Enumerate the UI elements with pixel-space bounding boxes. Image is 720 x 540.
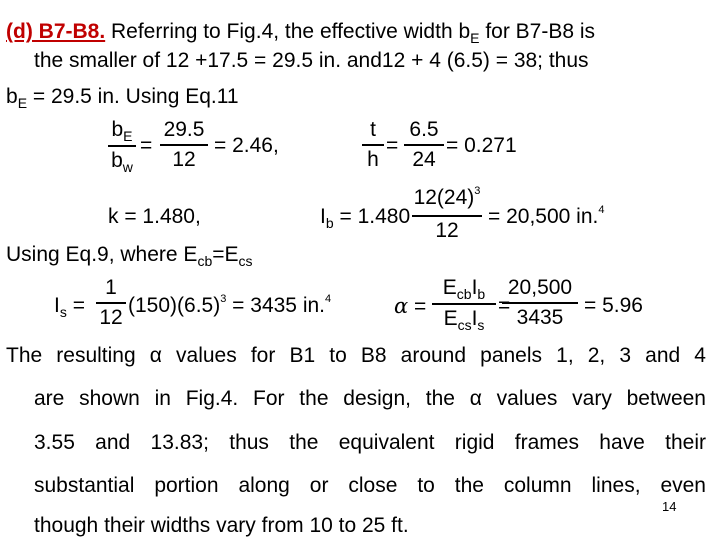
eq2-fraction-numeric: [404, 118, 444, 172]
eq5-num: 1: [105, 276, 117, 299]
eq6-fraction-symbolic: [432, 276, 496, 332]
eq2-fraction-symbolic: [362, 118, 384, 172]
eq1-result: = 2.46,: [214, 134, 279, 157]
eq4-num: 12(24): [413, 186, 475, 209]
eq4-result-sup: 4: [598, 204, 605, 216]
eq5-lhs-sub: s: [59, 304, 67, 320]
eq1-den-val: 12: [172, 148, 196, 171]
eq6-num-e-sub: cb: [456, 286, 472, 302]
eq6-den-val: 3435: [516, 306, 564, 329]
eq5-body-text: (150)(6.5): [128, 294, 221, 317]
eq3-k: k = 1.480,: [108, 205, 201, 228]
page-number: 14: [662, 499, 677, 514]
eq1-den-top-sub: w: [122, 159, 133, 175]
para1-text-a: Referring to Fig.4, the effective width b: [105, 20, 471, 43]
eq9-sub1: cb: [197, 253, 213, 269]
eq4-lhs: [320, 205, 410, 230]
eq5-body: [128, 294, 331, 321]
eq5-body-sup: 3: [220, 293, 227, 305]
eq6-den-e: E: [443, 307, 458, 330]
eq1-den-top: b: [111, 149, 123, 172]
paragraph-2-line-3: 3.55 and 13.83; thus the equivalent rigid frames have their: [34, 431, 706, 454]
eq9-intro-line: [6, 243, 253, 268]
eq6-num-val: 20,500: [507, 276, 573, 299]
paragraph-2-line-2: are shown in Fig.4. For the design, the α values vary between: [34, 387, 706, 410]
para1-sub-a: E: [470, 30, 480, 46]
eq6-eq2: =: [498, 294, 511, 317]
paragraph-2-line-5: though their widths vary from 10 to 25 ft.: [34, 514, 409, 537]
para1-c-pre: b: [6, 85, 18, 108]
eq4-num-sup: 3: [474, 185, 481, 197]
eq9-pre: Using Eq.9, where E: [6, 243, 198, 266]
eq4-mid: = 1.480: [339, 205, 411, 228]
eq1-num-val: 29.5: [163, 118, 205, 141]
paragraph-2-line-1: The resulting α values for B1 to B8 around panels 1, 2, 3 and 4: [6, 344, 706, 367]
para1-c-post: = 29.5 in. Using Eq.11: [27, 85, 239, 108]
eq5-lhs: [54, 294, 85, 319]
eq6-den-i: I: [471, 307, 478, 330]
eq6-num-e: E: [442, 276, 457, 299]
eq6-alpha: α: [394, 294, 409, 318]
eq9-mid: =E: [212, 243, 239, 266]
eq2-den-top: h: [367, 148, 379, 171]
eq6-result: = 5.96: [584, 294, 643, 317]
eq1-num-top: b: [111, 118, 124, 141]
eq5-lhs-symbol: I: [54, 294, 60, 317]
eq6-num-i: I: [471, 276, 478, 299]
eq2-den-val: 24: [412, 148, 436, 171]
eq2-num-val: 6.5: [409, 118, 439, 141]
eq6-eq: =: [414, 295, 427, 318]
para1-text-a-end: for B7-B8 is: [479, 20, 596, 43]
eq1-num-top-sub: E: [123, 128, 133, 144]
eq6-den-e-sub: cs: [457, 317, 472, 333]
eq4-fraction: [412, 186, 482, 243]
eq4-lhs-symbol: I: [320, 205, 326, 228]
eq4-lhs-sub: b: [325, 215, 334, 231]
paragraph-2-line-4: substantial portion along or close to the column lines, even: [34, 474, 706, 497]
eq5-eq: =: [72, 294, 85, 317]
eq4-result: [488, 205, 604, 232]
paragraph-1-line-2: the smaller of 12 +17.5 = 29.5 in. and12 + 4 (6.5) = 38; thus: [34, 49, 589, 72]
eq5-result-text: = 3435 in.: [232, 294, 326, 317]
eq6-fraction-numeric: [502, 276, 578, 330]
eq6-num-i-sub: b: [477, 286, 486, 302]
para1-c-sub: E: [17, 95, 28, 111]
eq2-result: = 0.271: [446, 134, 517, 157]
eq5-den: 12: [99, 306, 123, 329]
eq4-den: 12: [435, 219, 459, 242]
eq6-den-i-sub: s: [477, 317, 485, 333]
section-heading: (d) B7-B8.: [6, 20, 106, 43]
eq9-sub2: cs: [238, 253, 253, 269]
eq5-fraction: [96, 276, 126, 330]
eq1-fraction-numeric: [160, 118, 208, 172]
paragraph-1-line-3: [6, 85, 239, 110]
eq6-lhs: [394, 294, 426, 319]
paragraph-1-line-1: [6, 20, 714, 45]
eq5-result-sup: 4: [325, 293, 332, 305]
eq2-equals: =: [386, 134, 399, 157]
eq1-fraction-symbolic: [108, 118, 136, 174]
eq4-result-text: = 20,500 in.: [488, 205, 599, 228]
eq2-num-top: t: [370, 118, 376, 141]
eq1-equals: =: [140, 134, 153, 157]
